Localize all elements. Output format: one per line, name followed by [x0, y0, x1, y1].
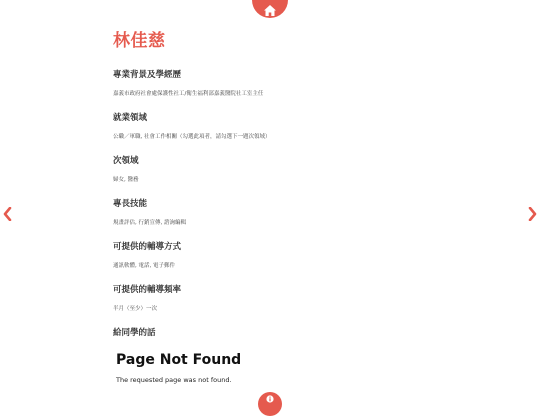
section-heading: 可提供的輔導方式: [113, 242, 182, 252]
section-heading: 專業背景及學經歷: [113, 70, 182, 80]
section-value: 通訊軟體, 電話, 電子郵件: [113, 263, 175, 269]
section-heading: 次領域: [113, 156, 139, 166]
section-skills: [113, 198, 433, 228]
profile-name: 林佳慈: [113, 31, 166, 51]
section-employment-field: [113, 112, 433, 142]
section-heading: 可提供的輔導頻率: [113, 285, 182, 295]
not-found-message: The requested page was not found.: [116, 376, 232, 384]
info-icon: [266, 395, 274, 403]
chevron-right-icon: [528, 207, 538, 221]
section-heading: 給同學的話: [113, 328, 156, 338]
home-icon: [264, 5, 276, 16]
chevron-left-icon: [2, 207, 12, 221]
section-sub-field: [113, 155, 433, 185]
info-button[interactable]: [258, 392, 282, 416]
next-arrow-button[interactable]: [528, 206, 538, 220]
section-value: 公職／軍職, 社會工作相關（勾選此項者，請勾選下一題次領域）: [113, 134, 271, 140]
section-message: [113, 327, 433, 340]
not-found-block: [116, 352, 241, 384]
not-found-title: Page Not Found: [116, 352, 242, 368]
section-value: 規畫評估, 行銷宣傳, 諮詢編輯: [113, 220, 186, 226]
section-value: 嘉義市政府社會處保護性社工/衛生福利部嘉義醫院社工室主任: [113, 91, 264, 97]
section-background: [113, 69, 433, 99]
section-heading: 就業領域: [113, 113, 148, 123]
section-value: 半月（至少）一次: [113, 306, 158, 312]
section-mentoring-frequency: [113, 284, 433, 314]
section-mentoring-methods: [113, 241, 433, 271]
prev-arrow-button[interactable]: [2, 206, 12, 220]
section-heading: 專長技能: [113, 199, 148, 209]
profile-content: [113, 26, 433, 340]
home-button[interactable]: [252, 0, 288, 18]
section-value: 婦女, 醫務: [113, 177, 139, 183]
